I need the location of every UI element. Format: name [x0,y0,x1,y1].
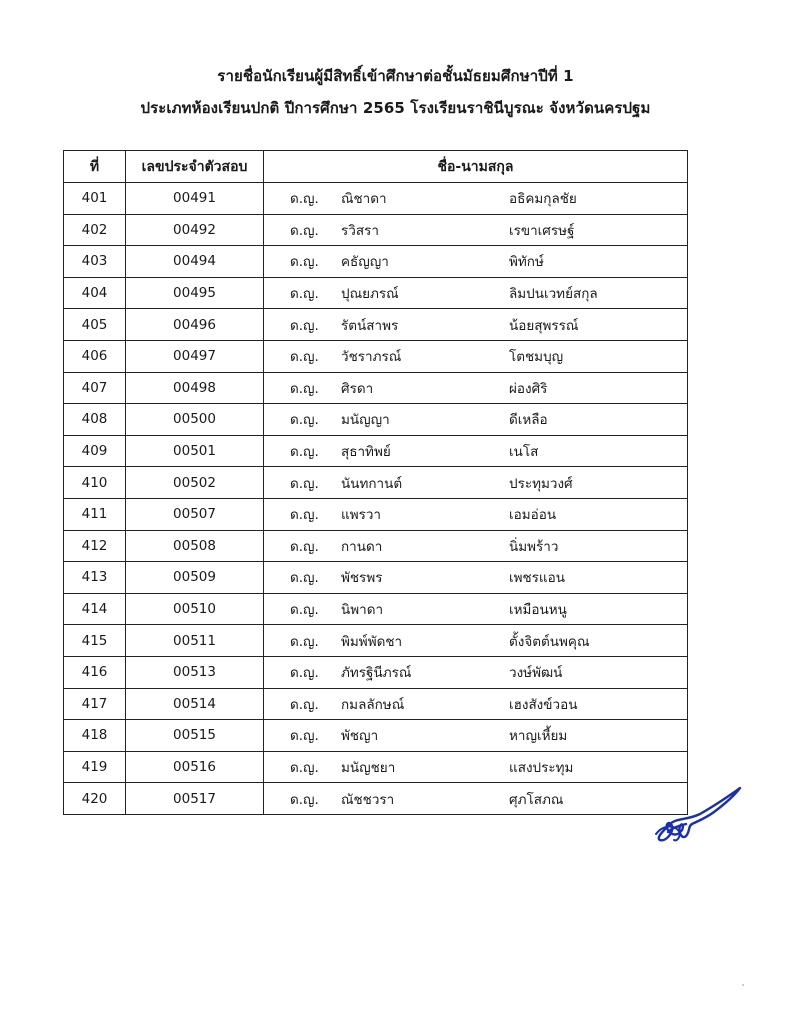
row-number: 414 [64,593,126,625]
first-name: วัชราภรณ์ [341,349,402,366]
exam-id: 00498 [126,372,264,404]
student-name [264,372,688,404]
table-row [64,751,688,783]
name-prefix: ด.ญ. [290,538,319,555]
first-name: กมลลักษณ์ [341,696,405,713]
name-prefix: ด.ญ. [290,791,319,808]
table-header-row [64,151,688,183]
row-number: 419 [64,751,126,783]
exam-id: 00514 [126,688,264,720]
exam-id: 00511 [126,625,264,657]
first-name: คธัญญา [341,254,389,271]
student-name [264,625,688,657]
name-prefix: ด.ญ. [290,412,319,429]
name-prefix: ด.ญ. [290,317,319,334]
row-number: 411 [64,498,126,530]
name-prefix: ด.ญ. [290,254,319,271]
first-name: รวิสรา [341,222,379,239]
first-name: นันทกานต์ [341,475,403,492]
last-name: แสงประทุม [509,759,574,776]
exam-id: 00508 [126,530,264,562]
first-name: นิพาดา [341,602,384,619]
row-number: 407 [64,372,126,404]
name-prefix: ด.ญ. [290,191,319,208]
last-name: เรขาเศรษฐ์ [509,222,575,239]
first-name: ณัชชวรา [341,791,395,808]
exam-id: 00497 [126,340,264,372]
student-name [264,530,688,562]
row-number: 408 [64,404,126,436]
first-name: มนัญชยา [341,759,396,776]
last-name: เนโส [509,444,539,461]
last-name: ประทุมวงศ์ [509,475,573,492]
name-prefix: ด.ญ. [290,570,319,587]
name-prefix: ด.ญ. [290,475,319,492]
student-name [264,562,688,594]
first-name: ณิชาดา [341,191,387,208]
first-name: แพรวา [341,507,382,524]
row-number: 410 [64,467,126,499]
table-row [64,277,688,309]
row-number: 404 [64,277,126,309]
first-name: กานดา [341,538,383,555]
first-name: รัตน์สาพร [341,317,399,334]
header-no: ที่ [64,151,126,183]
first-name: สุธาทิพย์ [341,444,391,461]
row-number: 401 [64,183,126,215]
name-prefix: ด.ญ. [290,444,319,461]
last-name: ลิมปนเวทย์สกุล [509,286,598,303]
last-name: นิ่มพร้าว [509,538,559,555]
student-name [264,309,688,341]
student-name [264,340,688,372]
student-name [264,404,688,436]
table-row [64,562,688,594]
name-prefix: ด.ญ. [290,696,319,713]
table-row [64,183,688,215]
exam-id: 00500 [126,404,264,436]
last-name: ศุภโสภณ [509,791,564,808]
table-row [64,688,688,720]
first-name: พัชรพร [341,570,383,587]
exam-id: 00515 [126,720,264,752]
row-number: 403 [64,246,126,278]
header-exam-id: เลขประจำตัวสอบ [126,151,264,183]
student-name [264,720,688,752]
student-name [264,277,688,309]
name-prefix: ด.ญ. [290,728,319,745]
signature [648,780,748,850]
name-prefix: ด.ญ. [290,665,319,682]
name-prefix: ด.ญ. [290,602,319,619]
first-name: พัชญา [341,728,379,745]
name-prefix: ด.ญ. [290,222,319,239]
scan-speck [742,984,744,986]
last-name: ดีเหลือ [509,412,548,429]
table-row [64,783,688,815]
exam-id: 00513 [126,656,264,688]
table-row [64,498,688,530]
first-name: พิมพ์พัดชา [341,633,403,650]
exam-id: 00492 [126,214,264,246]
last-name: น้อยสุพรรณ์ [509,317,579,334]
table-row [64,467,688,499]
table-row [64,404,688,436]
table-row [64,214,688,246]
row-number: 418 [64,720,126,752]
exam-id: 00501 [126,435,264,467]
table-row [64,625,688,657]
student-name [264,246,688,278]
last-name: ผ่องศิริ [509,380,548,397]
table-row [64,372,688,404]
row-number: 416 [64,656,126,688]
exam-id: 00495 [126,277,264,309]
table-row [64,340,688,372]
table-row [64,530,688,562]
row-number: 405 [64,309,126,341]
table-row [64,435,688,467]
table-row [64,246,688,278]
table-body [64,183,688,815]
last-name: หาญเหี้ยม [509,728,568,745]
row-number: 413 [64,562,126,594]
last-name: ตั้งจิตต์นพคุณ [509,633,590,650]
table-row [64,720,688,752]
name-prefix: ด.ญ. [290,286,319,303]
first-name: ศิรดา [341,380,374,397]
exam-id: 00510 [126,593,264,625]
last-name: เหมือนหนู [509,602,567,619]
last-name: เพชรแอน [509,570,565,587]
student-roster-table [63,150,688,815]
document-subtitle: ประเภทห้องเรียนปกติ ปีการศึกษา 2565 โรงเรียนราชินีบูรณะ จังหวัดนครปฐม [140,99,651,117]
row-number: 417 [64,688,126,720]
header-name: ชื่อ-นามสกุล [264,151,688,183]
row-number: 420 [64,783,126,815]
name-prefix: ด.ญ. [290,759,319,776]
last-name: วงษ์พัฒน์ [509,665,563,682]
row-number: 406 [64,340,126,372]
student-name [264,183,688,215]
first-name: มนัญญา [341,412,390,429]
name-prefix: ด.ญ. [290,380,319,397]
last-name: เฮงสังข์วอน [509,696,578,713]
table-row [64,656,688,688]
name-prefix: ด.ญ. [290,633,319,650]
student-name [264,467,688,499]
student-name [264,498,688,530]
row-number: 412 [64,530,126,562]
row-number: 409 [64,435,126,467]
exam-id: 00517 [126,783,264,815]
student-name [264,214,688,246]
row-number: 415 [64,625,126,657]
exam-id: 00491 [126,183,264,215]
table-row [64,309,688,341]
last-name: พิทักษ์ [509,254,544,271]
first-name: ภัทรฐินีภรณ์ [341,665,412,682]
row-number: 402 [64,214,126,246]
exam-id: 00496 [126,309,264,341]
document-title: รายชื่อนักเรียนผู้มีสิทธิ์เข้าศึกษาต่อชั้นมัธยมศึกษาปีที่ 1 [217,67,574,85]
first-name: ปุณยภรณ์ [341,286,399,303]
table-row [64,593,688,625]
exam-id: 00507 [126,498,264,530]
last-name: อธิคมกุลชัย [509,191,577,208]
student-name [264,435,688,467]
exam-id: 00494 [126,246,264,278]
last-name: โตชมบุญ [509,349,564,366]
exam-id: 00502 [126,467,264,499]
student-name [264,593,688,625]
name-prefix: ด.ญ. [290,507,319,524]
student-name [264,783,688,815]
exam-id: 00516 [126,751,264,783]
last-name: เอมอ่อน [509,507,557,524]
student-name [264,688,688,720]
name-prefix: ด.ญ. [290,349,319,366]
exam-id: 00509 [126,562,264,594]
student-name [264,751,688,783]
student-name [264,656,688,688]
